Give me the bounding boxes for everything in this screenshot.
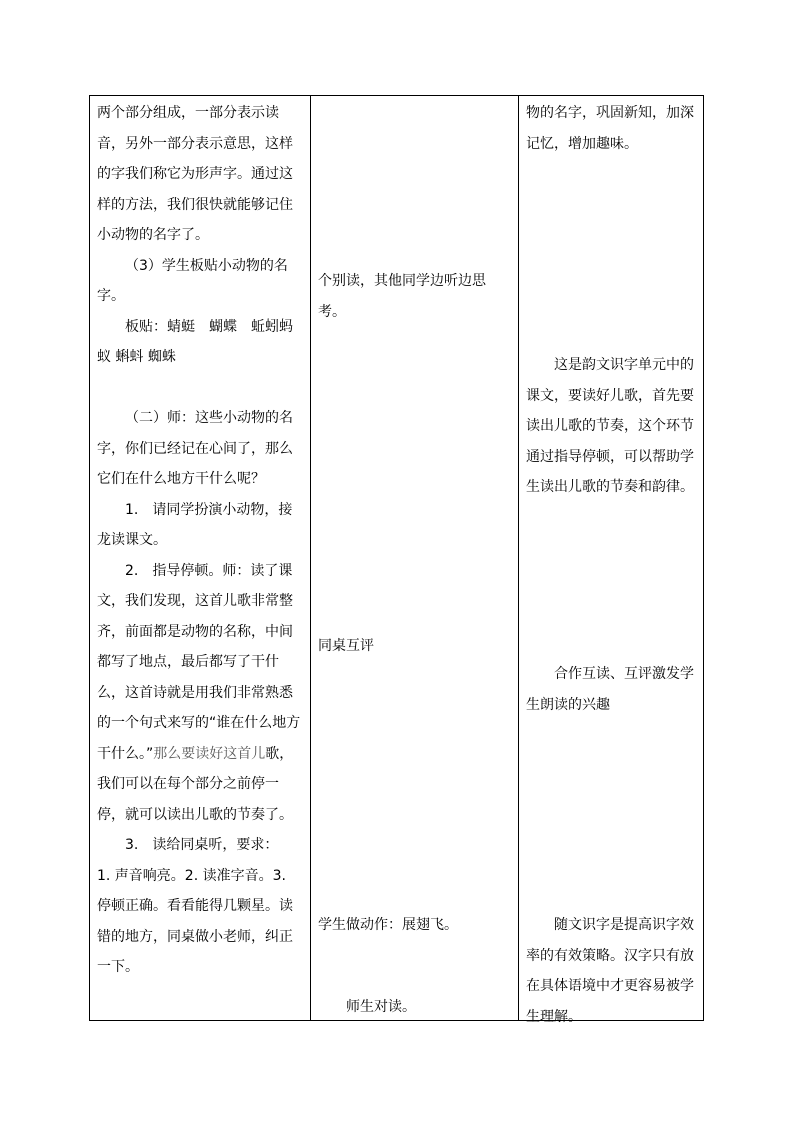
design-intent-4: 随文识字是提高识字效率的有效策略。汉字只有放在具体语境中才更容易被学生理解。 xyxy=(526,917,694,1025)
blank-line xyxy=(97,373,303,404)
column-divider-1 xyxy=(310,96,311,1020)
design-intent-3: 合作互读、互评激发学生朗读的兴趣 xyxy=(526,666,694,713)
student-activity-4: 师生对读。 xyxy=(346,999,416,1015)
requirements-paragraph: 1. 声音响亮。2. 读准字音。3. 停顿正确。看看能得几颗星。读错的地方，同桌做小老师，纠正一下。 xyxy=(97,867,293,975)
design-intent-1: 物的名字，巩固新知，加深记忆，增加趣味。 xyxy=(526,105,694,152)
student-activity-3: 学生做动作：展翅飞。 xyxy=(318,917,458,933)
part-2-paragraph: （二）师：这些小动物的名字，你们已经记在心间了，那么它们在什么地方干什么呢？ xyxy=(97,410,293,487)
column-divider-2 xyxy=(518,96,519,1020)
teaching-process-cell xyxy=(97,98,303,983)
item-1-paragraph: 1. 请同学扮演小动物，接龙读课文。 xyxy=(97,501,293,548)
item-2-text-end: 歌，我们可以在每个部分之前停一停，就可以读出儿歌的节奏了。 xyxy=(97,745,294,823)
student-activity-1: 个别读，其他同学边听边思考。 xyxy=(318,273,486,320)
intro-paragraph: 两个部分组成，一部分表示读音，另外一部分表示意思，这样的字我们称它为形声字。通过这样的方法，我们很快就能够记住小动物的名字了。 xyxy=(97,105,293,243)
student-activity-2: 同桌互评 xyxy=(318,638,374,654)
item-3-paragraph: 3. 读给同桌听，要求： xyxy=(125,837,279,853)
step-3-paragraph: （3）学生板贴小动物的名字。 xyxy=(97,257,288,304)
item-2-gray-text: 那么要读好这首儿 xyxy=(153,745,266,762)
item-2-text: 2. 指导停顿。师：读了课文，我们发现，这首儿歌非常整齐，前面都是动物的名称，中间都写了地点，最后都写了干什么，这首诗就是用我们非常熟悉的一个句式来写的“谁在什么地方干什么。” xyxy=(97,562,301,762)
lesson-plan-table xyxy=(89,95,704,1025)
item-2-paragraph xyxy=(97,556,303,831)
board-paragraph: 板贴：蜻蜓 蝴蝶 蚯蚓蚂蚁 蝌蚪 蜘蛛 xyxy=(97,318,293,365)
design-intent-2: 这是韵文识字单元中的课文，要读好儿歌，首先要读出儿歌的节奏，这个环节通过指导停顿，可以帮助学生读出儿歌的节奏和韵律。 xyxy=(526,357,694,495)
